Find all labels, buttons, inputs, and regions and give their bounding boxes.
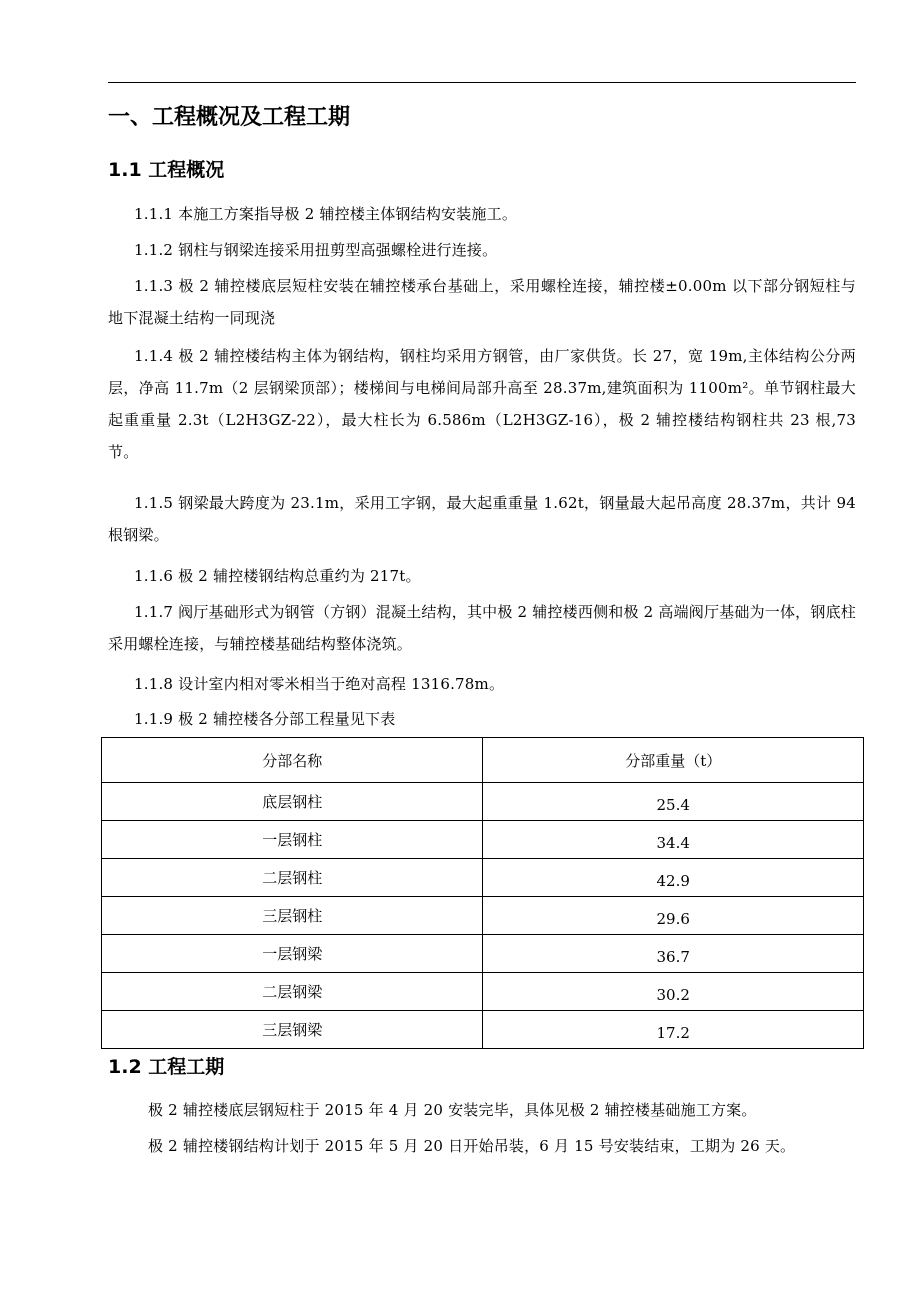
paragraph-1-1-3: 1.1.3 极 2 辅控楼底层短柱安装在辅控楼承台基础上，采用螺栓连接，辅控楼±0.00m 以下部分钢短柱与地下混凝土结构一同现浇 — [108, 277, 856, 327]
table-cell-weight: 42.9 — [483, 859, 864, 897]
table-header-weight: 分部重量（t） — [483, 738, 864, 783]
paragraph-1-1-4: 1.1.4 极 2 辅控楼结构主体为钢结构，钢柱均采用方钢管，由厂家供货。长 27，宽 19m,主体结构公分两层，净高 11.7m（2 层钢梁顶部）；楼梯间与电梯间局部升高至 28.37m,建筑面积为 1100m²。单节钢柱最大起重重量 2.3t（L2H3GZ-22），最大柱长为 6.586m（L2H3GZ-16），极 2 辅控楼结构钢柱共 23 根,73 节。 — [108, 347, 856, 461]
table-cell-weight: 36.7 — [483, 935, 864, 973]
table-cell-weight: 17.2 — [483, 1011, 864, 1049]
paragraph-1-1-8: 1.1.8 设计室内相对零米相当于绝对高程 1316.78m。 — [134, 675, 505, 693]
paragraph-1-1-1: 1.1.1 本施工方案指导极 2 辅控楼主体钢结构安装施工。 — [134, 205, 518, 223]
table-cell-name: 三层钢梁 — [102, 1011, 483, 1049]
table-header-name: 分部名称 — [102, 738, 483, 783]
table-cell-name: 二层钢柱 — [102, 859, 483, 897]
table-cell-weight: 25.4 — [483, 783, 864, 821]
table-row — [102, 1011, 864, 1049]
table-cell-name: 三层钢柱 — [102, 897, 483, 935]
table-cell-weight: 34.4 — [483, 821, 864, 859]
table-cell-weight: 29.6 — [483, 897, 864, 935]
header-rule — [108, 82, 856, 83]
table-cell-name: 二层钢梁 — [102, 973, 483, 1011]
table-header-row — [102, 738, 864, 783]
table-row — [102, 897, 864, 935]
paragraph-1-1-6: 1.1.6 极 2 辅控楼钢结构总重约为 217t。 — [134, 567, 421, 585]
subsection-title-overview: 1.1 工程概况 — [108, 159, 225, 181]
table-cell-name: 一层钢柱 — [102, 821, 483, 859]
table-cell-name: 底层钢柱 — [102, 783, 483, 821]
paragraph-1-1-9: 1.1.9 极 2 辅控楼各分部工程量见下表 — [134, 710, 396, 728]
table-row — [102, 783, 864, 821]
paragraph-1-1-5: 1.1.5 钢梁最大跨度为 23.1m，采用工字钢，最大起重重量 1.62t，钢量最大起吊高度 28.37m，共计 94 根钢梁。 — [108, 494, 856, 544]
quantity-table — [101, 737, 864, 1049]
table-row — [102, 973, 864, 1011]
table-row — [102, 935, 864, 973]
table-row — [102, 821, 864, 859]
subsection-title-schedule: 1.2 工程工期 — [108, 1056, 225, 1078]
section-title: 一、工程概况及工程工期 — [108, 105, 351, 130]
paragraph-schedule-1: 极 2 辅控楼底层钢短柱于 2015 年 4 月 20 安装完毕，具体见极 2 辅控楼基础施工方案。 — [148, 1101, 757, 1119]
table-row — [102, 859, 864, 897]
table-cell-name: 一层钢梁 — [102, 935, 483, 973]
paragraph-1-1-2: 1.1.2 钢柱与钢梁连接采用扭剪型高强螺栓进行连接。 — [134, 241, 498, 259]
paragraph-1-1-7: 1.1.7 阀厅基础形式为钢管（方钢）混凝土结构，其中极 2 辅控楼西侧和极 2 高端阀厅基础为一体，钢底柱采用螺栓连接，与辅控楼基础结构整体浇筑。 — [108, 603, 856, 653]
paragraph-schedule-2: 极 2 辅控楼钢结构计划于 2015 年 5 月 20 日开始吊装，6 月 15 号安装结束，工期为 26 天。 — [148, 1137, 796, 1155]
table-cell-weight: 30.2 — [483, 973, 864, 1011]
